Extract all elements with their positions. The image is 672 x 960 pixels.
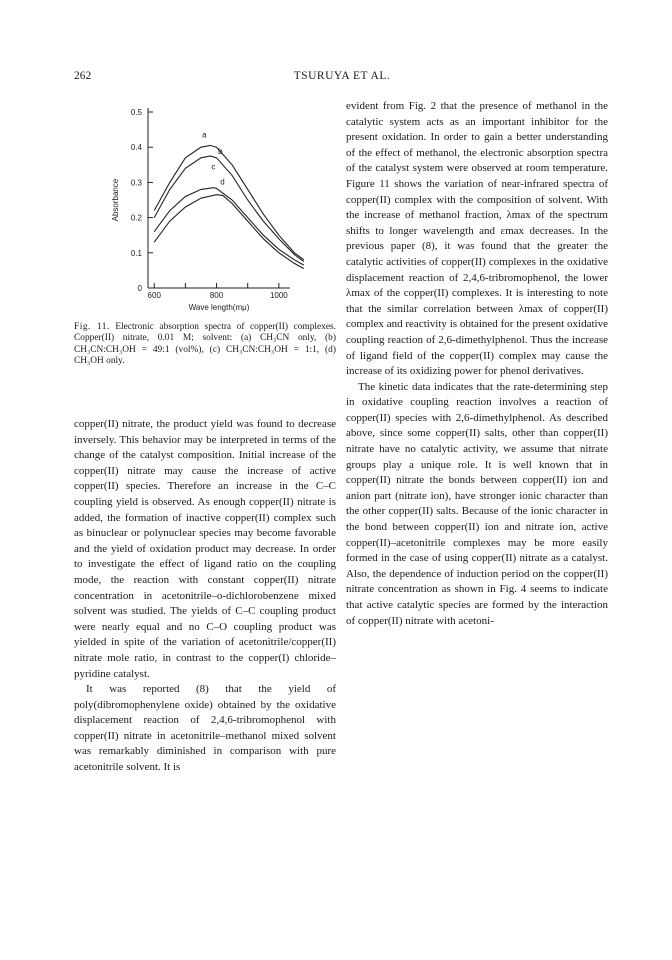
figure-11	[74, 100, 336, 320]
x-axis-label: Wave length(mμ)	[188, 303, 250, 312]
x-tick-label: 1000	[269, 291, 288, 300]
right-paragraph-1: evident from Fig. 2 that the presence of methanol in the catalytic system acts as an important inhibitor for the present oxidation. In order to gain a better understanding of the effect of methanol, the electronic absorption spectra of the catalyst system were observed at room temperature. Figure 11 shows the variation of near-infrared spectra of copper(II) complex with the composition of solvent. With the increase of methanol fraction, λmax of the spectrum shifts to longer wavelength and εmax decreases. In the previous paper (8), it was found that the greater the catalytic activities of copper(II) complexes in the oxidative displacement reaction of 2,4,6-tribromophenol, the lower λmax of the copper(II) complexes. It is interesting to note that the similar correlation between λmax of copper(II) complex and reactivity is obtained for the present oxidative coupling reaction of 2,6-dimethylphenol. Thus the increase of ligand field of the copper(II) complex may cause the increase of its oxidizing power for phenol derivatives.	[346, 100, 608, 378]
y-tick-label: 0.1	[130, 248, 142, 258]
page-number: 262	[74, 70, 92, 82]
left-paragraph-1: copper(II) nitrate, the product yield was found to decrease inversely. This behavior may be interpreted in terms of the change of the catalyst composition. Initial increase of the copper(II) nitrate may cause the increase of active copper(II) species. Therefore an increase in the C–C coupling yield is observed. As enough copper(II) nitrate is added, the formation of inactive copper(II) complex such as binuclear or polynuclear species may become favorable and the yield of oxidation product may decrease. In order to investigate the effect of ligand ratio on the coupling mode, the reaction with constant copper(II) nitrate concentration in acetonitrile–o-dichlorobenzene mixed solvent was studied. The yields of C–C coupling product were nearly equal and no C–O coupling product was yielded in spite of the variation of acetonitrile/copper(II) nitrate mole ratio, in contrast to the copper(I) chloride–pyridine catalyst.	[74, 418, 336, 680]
figure-caption-label: Fig. 11.	[74, 322, 110, 332]
figure-caption-text: Electronic absorption spectra of copper(II) complexes. Copper(II) nitrate, 0.01 M; solvent: (a) CH₃CN only, (b) CH₃CN:CH₃OH = 49:1 (vol%), (c) CH₃CN:CH₃OH = 1:1, (d) CH₃OH only.	[74, 322, 336, 366]
series-line-d	[154, 195, 304, 269]
y-tick-label: 0.2	[130, 213, 142, 223]
series-line-a	[154, 145, 304, 259]
curve-label-b: b	[218, 147, 223, 156]
left-column-text	[74, 417, 336, 776]
curve-label-a: a	[202, 130, 207, 140]
y-tick-label: 0.4	[130, 143, 142, 153]
y-tick-label: 0	[137, 284, 142, 293]
running-title: TSURUYA ET AL.	[293, 70, 391, 82]
y-axis-label: Absorbance	[111, 178, 120, 222]
curve-label-d: d	[220, 177, 225, 187]
right-paragraph-2: The kinetic data indicates that the rate-determining step in oxidative coupling reaction involves a reaction of copper(II) species with 2,6-dimethylphenol. As described above, since some copper(II) salts, other than copper(II) nitrate have no catalytic activity, we assume that nitrate groups play a unique role. It is well known that in copper(II) nitrate the bonds between copper(II) ion and anion part (nitrate ion), have stronger ionic character than the other copper(II) salts. Because of the ionic character in the bond between copper(II) ion and nitrate ion, active copper(II)–acetonitrile complexes may be more easily formed in the case of using copper(II) nitrate as a catalyst. Also, the dependence of induction period on the copper(II) nitrate concentration as shown in Fig. 4 seems to indicate that active catalytic species are formed by the interaction of copper(II) nitrate with acetoni-	[346, 380, 608, 627]
left-paragraph-2: It was reported (8) that the yield of poly(dibromophenylene oxide) obtained by the oxidative displacement reaction of 2,4,6-tribromophenol with copper(II) nitrate in acetonitrile–methanol mixed solvent was remarkably diminished in comparison with pure acetonitrile solvent. It is	[74, 683, 336, 774]
figure-caption	[74, 322, 336, 367]
curve-label-c: c	[211, 162, 216, 172]
x-tick-label: 800	[209, 291, 224, 300]
absorption-chart	[74, 100, 336, 320]
y-tick-label: 0.3	[130, 178, 142, 188]
right-column-text	[346, 99, 608, 629]
y-tick-label: 0.5	[130, 108, 142, 117]
series-line-c	[154, 188, 304, 265]
page-header	[74, 70, 610, 84]
x-tick-label: 600	[147, 291, 161, 300]
